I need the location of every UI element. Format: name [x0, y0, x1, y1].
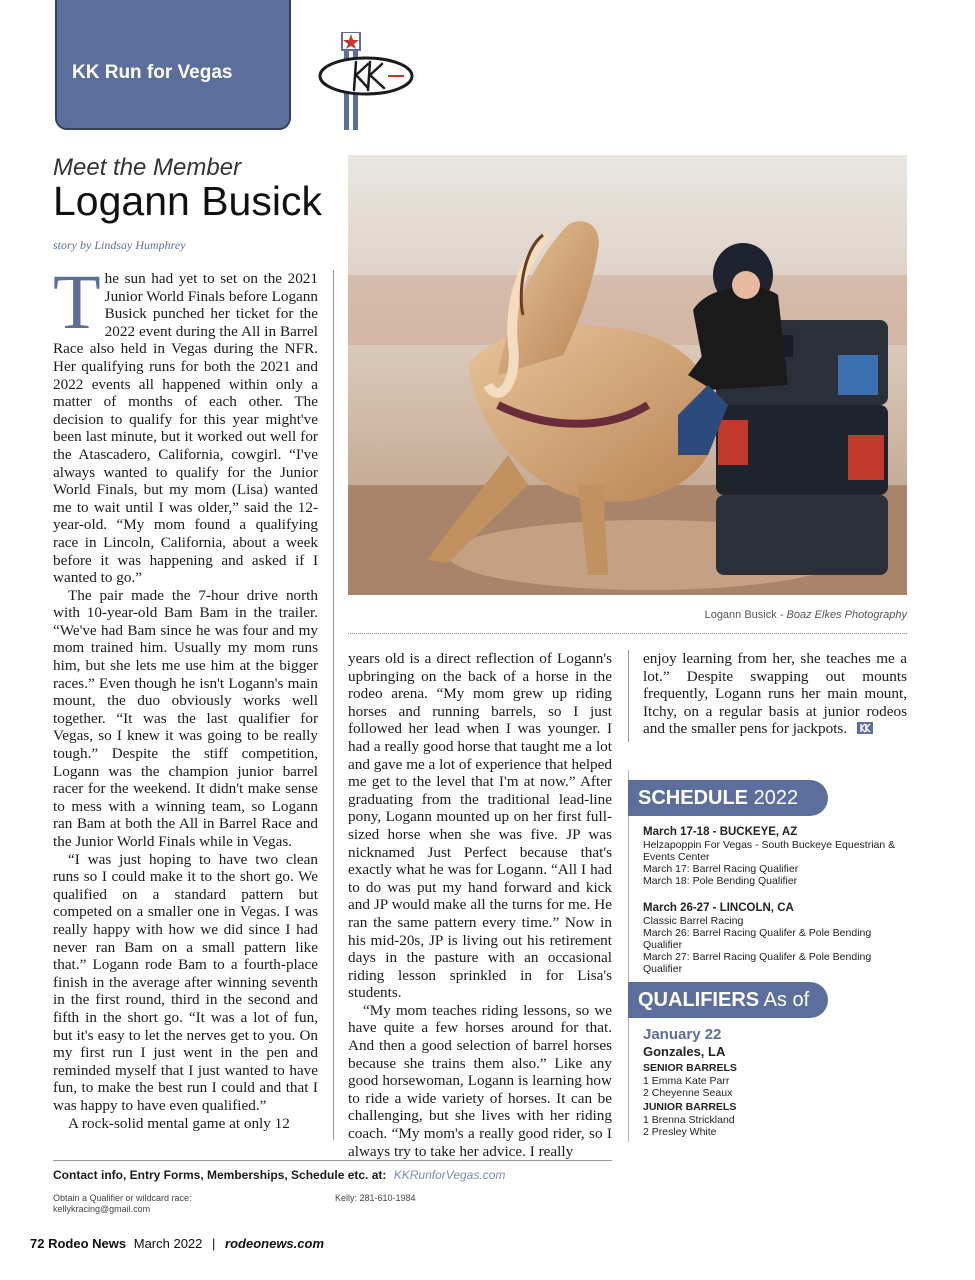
article-column-2 [348, 650, 612, 1160]
event-line: Classic Barrel Racing [643, 915, 744, 927]
section-header-tab [55, 0, 291, 130]
end-of-article-icon [857, 722, 873, 734]
event-line: Helzapoppin For Vegas - South Buckeye Equestrian & Events Center [643, 839, 896, 863]
event-title: March 26-27 - LINCOLN, CA [643, 902, 794, 914]
schedule-heading: SCHEDULE 2022 [628, 780, 828, 816]
event-line: March 27: Barrel Racing Qualifer & Pole Bending Qualifier [643, 951, 872, 975]
article-paragraph: A rock-solid mental game at only 12 [68, 1114, 290, 1132]
article-paragraph: “I was just hoping to have two clean runs so I could make it to the short go. We qualified on a standard pattern but competed on a smaller one in Vegas. I was really happy with how we did since I had never ran Bam on a small pattern like that.” Logann rode Bam to a fourth-place finish in the average after winning seventh in the first round, third in the second and fifth in the short go. “It was a lot of fun, but it's easy to let the nerves get to you. On my first run I just went in the pen and reminded myself that I just wanted to have fun, to make the best run I could and that I was happy to have even qualified.” [53, 850, 318, 1114]
qualifiers-date: January 22 [643, 1026, 722, 1043]
qualifier-contact: Obtain a Qualifier or wildcard race: kellykracing@gmail.com [53, 1193, 192, 1214]
qualifier-entry: 1 Brenna Strickland [643, 1114, 735, 1126]
article-column-1 [53, 258, 318, 1132]
footer-divider [53, 1160, 612, 1161]
event-line: March 18: Pole Bending Qualifier [643, 875, 798, 887]
sidebar-divider [628, 770, 629, 1142]
contact-phone: Kelly: 281-610-1984 [335, 1193, 416, 1203]
page-number: 72 [30, 1236, 45, 1251]
contact-line [53, 1168, 505, 1182]
section-title: KK Run for Vegas [72, 62, 233, 83]
schedule-event [643, 825, 905, 887]
drop-cap: T [53, 258, 101, 345]
contact-label: Contact info, Entry Forms, Memberships, Schedule etc. at: [53, 1168, 387, 1182]
article-paragraph: “My mom teaches riding lessons, so we have quite a few horses around for that. And then a good selection of barrel horses because she trains them also.” Like any good horsewoman, Logann is learning how to ride a wide variety of horses. It can be challenging, but she lives with her riding coach. “My mom's a really good rider, so I always try to take her advice. I really [348, 1001, 612, 1160]
event-line: March 17: Barrel Racing Qualifier [643, 863, 799, 875]
qualifiers-list [643, 1026, 905, 1138]
article-column-3 [643, 650, 907, 738]
qualifiers-location: Gonzales, LA [643, 1044, 726, 1059]
schedule-event [643, 901, 905, 975]
contact-website-link[interactable]: KKRunforVegas.com [393, 1168, 506, 1182]
article-paragraph: The sun had yet to set on the 2021 Junior World Finals before Logann Busick punched her ticket for the 2022 event during the All in Barrel Race also held in Vegas during the NFR. Her qualifying runs for both the 2021 and 2022 events all happened within only a matter of months of each other. The decision to qualify for this year might've been last minute, but it worked out well for the Atascadero, California, cowgirl. “I've always wanted to qualify for the Junior World Finals, but my mom (Lisa) wanted me to wait until I was older,” said the 12-year-old. “My mom found a qualifying race in Lincoln, California, about a week before it was happening and asked if I wanted to go.” [53, 258, 318, 587]
column-divider [628, 650, 629, 742]
article-byline: story by Lindsay Humphrey [53, 238, 186, 252]
magazine-website[interactable]: rodeonews.com [225, 1236, 324, 1251]
event-line: March 26: Barrel Racing Qualifer & Pole Bending Qualifier [643, 927, 872, 951]
article-paragraph: The pair made the 7-hour drive north with 10-year-old Bam Bam in the trailer. “We've had Bam since he was four and my mom trained him. Usually my mom runs him, but she lets me use him at the bigger races.” Even though he isn't Logann's main mount, the duo obviously works well together. “It was the last qualifier for Vegas, so I knew it was going to be really tough.” Despite the stiff competition, Logann was the champion junior barrel racer for the weekend. It didn't make sense to mess with a winning team, so Logann ran Bam at both the All in Barrel Race and the Junior World Finals while in Vegas. [53, 586, 318, 850]
article-title: Logann Busick [53, 178, 322, 224]
qualifier-entry: 2 Presley White [643, 1126, 717, 1138]
page-footer: 72 Rodeo News March 2022 | rodeonews.com [30, 1236, 324, 1251]
photo-caption: Logann Busick - Boaz Elkes Photography [704, 609, 907, 621]
senior-barrels-label: SENIOR BARRELS [643, 1062, 737, 1074]
schedule-list [643, 825, 905, 989]
event-title: March 17-18 - BUCKEYE, AZ [643, 826, 798, 838]
contact-email[interactable]: kellykracing@gmail.com [53, 1204, 151, 1214]
barrel-racing-photo [348, 155, 907, 595]
junior-barrels-label: JUNIOR BARRELS [643, 1101, 737, 1113]
qualifier-entry: 2 Cheyenne Seaux [643, 1087, 733, 1099]
qualifiers-heading: QUALIFIERS As of [628, 982, 828, 1018]
column-divider [333, 270, 334, 1140]
issue-date: March 2022 [133, 1236, 203, 1251]
magazine-name: Rodeo News [48, 1236, 127, 1251]
article-kicker: Meet the Member [53, 154, 242, 181]
qualifier-entry: 1 Emma Kate Parr [643, 1075, 730, 1087]
kk-run-for-vegas-logo [316, 32, 416, 130]
article-paragraph: years old is a direct reflection of Logann's upbringing on the back of a horse in the rodeo arena. “My mom grew up riding horses and running barrels, so I just followed her lead when I was younger. I had a really good horse that taught me a lot and gave me a lot of experience that helped me get to the level that I'm at now.” After graduating from the traditional lead-line pony, Logann mounted up on her first full-sized horse when she was five. JP was nicknamed Just Perfect because that's exactly what he was for Logann. “All I had to do was put my hand forward and kick and JP would make all the turns for me. He ran the same pattern every time.” Now in his mid-20s, JP is living out his retirement days in the pasture with an occasional riding lesson sprinkled in for Lisa's students. [348, 650, 612, 1002]
dotted-divider [348, 633, 907, 634]
article-paragraph: enjoy learning from her, she teaches me a lot.” Despite swapping out mounts frequently, Logann runs her main mount, Itchy, on a regular basis at junior rodeos and the smaller pens for jackpots. [643, 650, 907, 738]
